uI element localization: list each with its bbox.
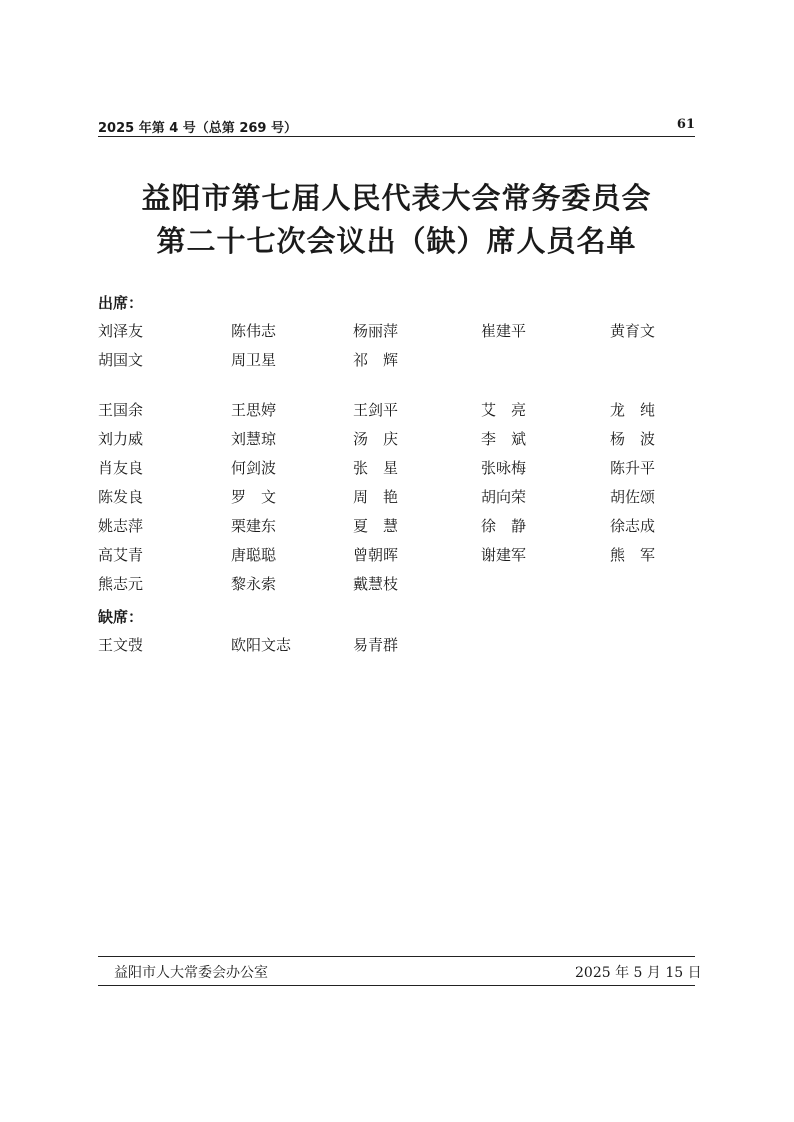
page-header <box>98 114 695 137</box>
member-name: 胡国文 <box>98 351 144 369</box>
member-name: 周 艳 <box>353 488 399 506</box>
member-name: 王文弢 <box>98 636 144 654</box>
member-name: 夏 慧 <box>353 517 399 535</box>
name-row <box>98 349 695 373</box>
name-row <box>98 573 695 597</box>
name-row <box>98 399 695 423</box>
member-name: 徐 静 <box>481 517 527 535</box>
name-row <box>98 544 695 568</box>
member-name: 胡向荣 <box>481 488 527 506</box>
member-name: 艾 亮 <box>481 401 527 419</box>
member-name: 王剑平 <box>353 401 399 419</box>
member-name: 汤 庆 <box>353 430 399 448</box>
member-name: 李 斌 <box>481 430 527 448</box>
issue-date: 2025 年 5 月 15 日 <box>575 965 702 981</box>
member-name: 王国余 <box>98 401 144 419</box>
member-name: 罗 文 <box>231 488 277 506</box>
member-name: 周卫星 <box>231 351 277 369</box>
issue-number: 2025 年第 4 号（总第 269 号） <box>98 121 297 136</box>
name-row <box>98 515 695 539</box>
name-row <box>98 486 695 510</box>
member-name: 刘泽友 <box>98 322 144 340</box>
name-row <box>98 428 695 452</box>
member-name: 刘力威 <box>98 430 144 448</box>
member-name: 唐聪聪 <box>231 546 277 564</box>
member-name: 肖友良 <box>98 459 144 477</box>
member-name: 张咏梅 <box>481 459 527 477</box>
member-name: 陈发良 <box>98 488 144 506</box>
member-name: 杨丽萍 <box>353 322 399 340</box>
member-name: 易青群 <box>353 636 399 654</box>
member-name: 欧阳文志 <box>231 636 292 654</box>
name-row <box>98 457 695 481</box>
member-name: 张 星 <box>353 459 399 477</box>
member-name: 黄育文 <box>610 322 656 340</box>
member-name: 胡佐颂 <box>610 488 656 506</box>
member-name: 谢建军 <box>481 546 527 564</box>
member-name: 崔建平 <box>481 322 527 340</box>
member-name: 陈升平 <box>610 459 656 477</box>
member-name: 杨 波 <box>610 430 656 448</box>
present-label: 出席： <box>98 294 144 312</box>
page-number: 61 <box>676 117 695 132</box>
member-name: 熊志元 <box>98 575 144 593</box>
member-name: 栗建东 <box>231 517 277 535</box>
member-name: 戴慧枝 <box>353 575 399 593</box>
member-name: 王思婷 <box>231 401 277 419</box>
member-name: 姚志萍 <box>98 517 144 535</box>
member-name: 龙 纯 <box>610 401 656 419</box>
member-name: 祁 辉 <box>353 351 399 369</box>
issuing-office: 益阳市人大常委会办公室 <box>114 965 268 981</box>
member-name: 曾朝晖 <box>353 546 399 564</box>
document-title-line-1: 益阳市第七届人民代表大会常务委员会 <box>141 181 652 215</box>
document-title-line-2: 第二十七次会议出（缺）席人员名单 <box>156 224 637 258</box>
member-name: 熊 军 <box>610 546 656 564</box>
member-name: 陈伟志 <box>231 322 277 340</box>
member-name: 何剑波 <box>231 459 277 477</box>
footer-top-rule <box>98 956 695 957</box>
name-row <box>98 320 695 344</box>
absent-label: 缺席： <box>98 608 144 626</box>
member-name: 刘慧琼 <box>231 430 277 448</box>
member-name: 高艾青 <box>98 546 144 564</box>
name-row <box>98 634 695 658</box>
footer-bottom-rule <box>98 985 695 986</box>
member-name: 徐志成 <box>610 517 656 535</box>
member-name: 黎永索 <box>231 575 277 593</box>
